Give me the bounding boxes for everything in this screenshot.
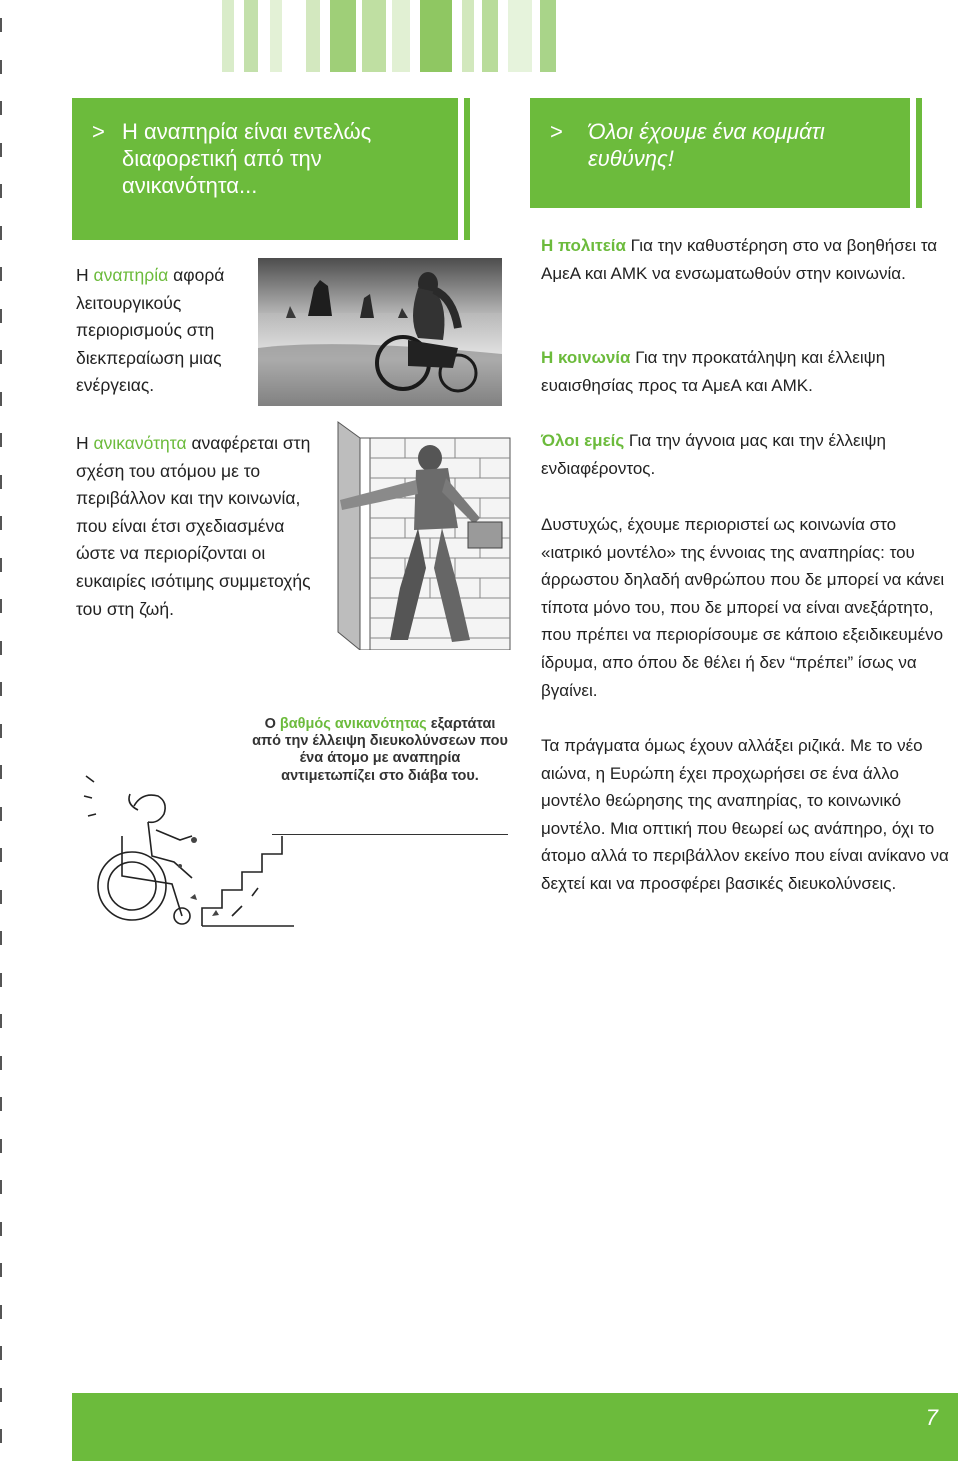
margin-tick [0, 1263, 2, 1277]
margin-tick [0, 226, 2, 240]
medical-model-paragraph: Δυστυχώς, έχουμε περιοριστεί ως κοινωνία στο «ιατρικό μοντέλο» της έννοιας της αναπηρίας: του άρρωστου δηλαδή ανθρώπου που δε μπορεί να κάνει τίποτα μόνο του, που δε μπορεί να είναι ανεξάρτητο, που πρέπει να περιορίσουμε σε κάποιο εξειδικευμένο ίδρυμα, απο όπου δε θέλει ή δεν “πρέπει” ίσως να βγαίνει. [541, 515, 945, 700]
header-divider [916, 98, 922, 208]
margin-tick [0, 599, 2, 613]
disability-definition [76, 262, 256, 400]
margin-tick [0, 143, 2, 157]
margin-tick [0, 267, 2, 281]
term-highlight: Η κοινωνία [541, 348, 631, 367]
wheelchair-stairs-sketch [82, 766, 294, 936]
footer-bar [72, 1393, 958, 1461]
social-model-paragraph: Τα πράγματα όμως έχουν αλλάξει ριζικά. Με το νέο αιώνα, η Ευρώπη έχει προχωρήσει σε ένα άλλο μοντέλο θεώρησης της αναπηρίας, το κοινωνικό μοντέλο. Μια οπτική που θεωρεί ως ανάπηρο, όχι το άτομο αλλά το περιβάλλον εκείνο που είναι ανίκανο να δεχτεί και να προσφέρει βασικές διευκολύνσεις. [541, 736, 949, 893]
stripe [306, 0, 320, 72]
text: Για την άγνοια μας και την έλλειψη ενδιαφέροντος. [541, 431, 886, 478]
stripe [244, 0, 258, 72]
text: Η [76, 433, 94, 453]
margin-tick [0, 392, 2, 406]
margin-tick [0, 60, 2, 74]
term-highlight: ανικανότητα [93, 433, 187, 453]
margin-tick [0, 184, 2, 198]
text: Για την προκατάληψη και έλλειψη ευαισθησίας προς τα ΑμεΑ και ΑΜΚ. [541, 348, 886, 395]
margin-tick [0, 1346, 2, 1360]
margin-tick [0, 1429, 2, 1443]
page-number: 7 [925, 1405, 938, 1430]
stripe [270, 0, 282, 72]
left-header-title: Η αναπηρία είναι εντελώς διαφορετική από την ανικανότητα... [122, 119, 372, 198]
left-header [72, 98, 458, 240]
margin-tick [0, 1222, 2, 1236]
term-highlight: αναπηρία [93, 265, 169, 285]
stripe [330, 0, 356, 72]
margin-tick [0, 1056, 2, 1070]
text: Η [76, 265, 94, 285]
text: Ο [264, 716, 280, 732]
margin-tick [0, 890, 2, 904]
margin-tick [0, 1139, 2, 1153]
arrow-icon: > [92, 119, 105, 144]
caption-rule [272, 834, 508, 835]
margin-tick [0, 350, 2, 364]
right-header-title: Όλοι έχουμε ένα κομμάτι ευθύνης! [588, 119, 825, 171]
margin-tick [0, 682, 2, 696]
margin-tick [0, 101, 2, 115]
right-header [530, 98, 910, 208]
margin-tick [0, 1180, 2, 1194]
arrow-icon: > [550, 119, 563, 144]
text: αναφέρεται στη σχέση του ατόμου με το περιβάλλον και την κοινωνία, που είναι έτσι σχεδιασμένα ώστε να περιορίζονται οι ευκαιρίες ισότιμης συμμετοχής του στη ζωή. [76, 433, 311, 619]
margin-tick [0, 973, 2, 987]
stripe [508, 0, 532, 72]
header-divider [464, 98, 470, 240]
stripe [462, 0, 474, 72]
margin-tick [0, 724, 2, 738]
stripe [420, 0, 452, 72]
margin-tick [0, 558, 2, 572]
responsibility-all [541, 427, 959, 482]
margin-tick [0, 807, 2, 821]
margin-tick [0, 641, 2, 655]
wheelchair-beach-photo [258, 258, 502, 406]
stripe [222, 0, 234, 72]
margin-tick [0, 1388, 2, 1402]
text: Για την καθυστέρηση στο να βοηθήσει τα ΑμεΑ και ΑΜΚ να ενσωματωθούν στην κοινωνία. [541, 236, 938, 283]
margin-tick [0, 475, 2, 489]
stripe [482, 0, 498, 72]
term-highlight: βαθμός ανικανότητας [279, 716, 427, 732]
margin-tick [0, 1097, 2, 1111]
margin-tick [0, 309, 2, 323]
text: εξαρτάται από την έλλειψη διευκολύνσεων που ένα άτομο με αναπηρία αντιμετωπίζει στο διάβα του. [252, 716, 508, 784]
responsibility-state [541, 232, 956, 287]
margin-tick [0, 516, 2, 530]
term-highlight: Η πολιτεία [541, 236, 626, 255]
text: αφορά λειτουργικούς περιορισμούς στη διεκπεραίωση μιας ενέργειας. [76, 265, 225, 396]
stripe [540, 0, 556, 72]
stripe [362, 0, 386, 72]
stripe [392, 0, 410, 72]
margin-tick [0, 848, 2, 862]
term-highlight: Όλοι εμείς [541, 431, 625, 450]
inability-definition [76, 430, 316, 623]
margin-tick [0, 765, 2, 779]
margin-tick [0, 1305, 2, 1319]
margin-tick [0, 1014, 2, 1028]
margin-tick [0, 18, 2, 32]
wall-door-illustration [330, 418, 515, 650]
responsibility-society [541, 344, 956, 399]
margin-tick [0, 433, 2, 447]
margin-tick [0, 931, 2, 945]
